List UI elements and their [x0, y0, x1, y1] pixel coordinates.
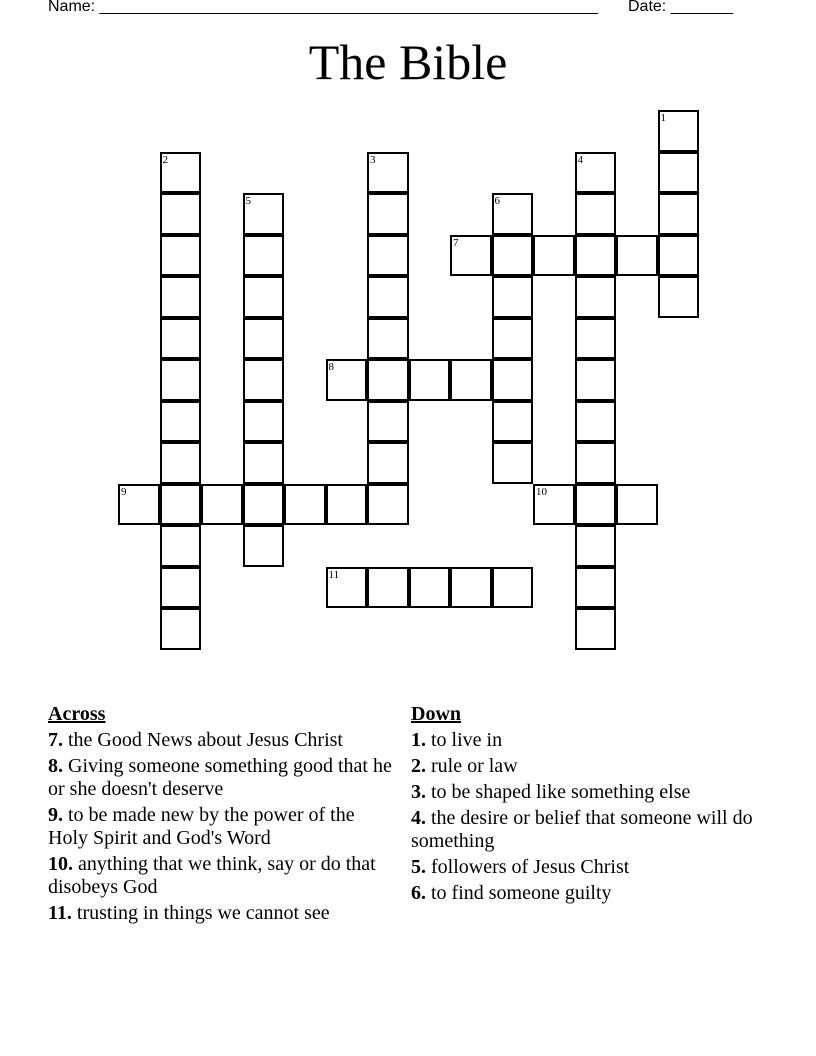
crossword-cell[interactable]: [616, 484, 658, 526]
across-clue: [48, 804, 398, 850]
crossword-cell[interactable]: [409, 567, 451, 609]
clue-number-label: 1: [660, 112, 666, 124]
down-heading: Down: [411, 703, 462, 725]
crossword-cell[interactable]: [409, 359, 451, 401]
clue-text: Giving someone something good that he or she doesn't deserve: [48, 755, 392, 800]
crossword-cell[interactable]: [243, 193, 285, 235]
crossword-cell[interactable]: [575, 608, 617, 650]
crossword-cell[interactable]: [367, 567, 409, 609]
crossword-cell[interactable]: [492, 193, 534, 235]
crossword-cell[interactable]: [492, 401, 534, 443]
crossword-cell[interactable]: [575, 484, 617, 526]
clue-text: to live in: [426, 729, 503, 751]
clue-number-label: 7: [453, 236, 459, 249]
across-clue-list: [48, 729, 398, 925]
clue-text: the Good News about Jesus Christ: [63, 729, 343, 751]
crossword-cell[interactable]: [160, 193, 202, 235]
crossword-cell[interactable]: [326, 567, 368, 609]
crossword-cell[interactable]: [160, 608, 202, 650]
name-field-label: Name: ________________________________________________________: [48, 0, 598, 15]
crossword-cell[interactable]: [575, 276, 617, 318]
clue-number-label: 9: [121, 485, 127, 498]
date-field-label: Date: _______: [628, 0, 733, 15]
crossword-cell[interactable]: [492, 318, 534, 360]
crossword-cell[interactable]: [367, 401, 409, 443]
crossword-cell[interactable]: [575, 193, 617, 235]
crossword-cell[interactable]: [658, 235, 700, 277]
across-clue: [48, 853, 398, 899]
clue-number-label: 11: [328, 568, 340, 581]
crossword-cell[interactable]: [160, 401, 202, 443]
clue-number-label: 6: [494, 195, 500, 207]
crossword-cell[interactable]: [533, 484, 575, 526]
down-clue-list: [411, 729, 761, 905]
crossword-cell[interactable]: [160, 235, 202, 277]
crossword-cell[interactable]: [160, 567, 202, 609]
crossword-cell[interactable]: [658, 276, 700, 318]
down-clue: [411, 856, 761, 879]
down-clue: [411, 755, 761, 778]
crossword-cell[interactable]: [367, 442, 409, 484]
crossword-cell[interactable]: [367, 484, 409, 526]
clue-number: 5.: [411, 856, 426, 878]
down-clue: [411, 882, 761, 905]
clue-number: 9.: [48, 804, 63, 826]
across-heading: Across: [48, 703, 106, 725]
crossword-cell[interactable]: [575, 318, 617, 360]
crossword-cell[interactable]: [450, 359, 492, 401]
crossword-cell[interactable]: [658, 152, 700, 194]
down-clue: [411, 729, 761, 752]
across-clues: [48, 703, 398, 928]
crossword-cell[interactable]: [492, 359, 534, 401]
clue-number-label: 2: [162, 153, 168, 166]
crossword-cell[interactable]: [243, 525, 285, 567]
clue-number: 8.: [48, 755, 63, 777]
crossword-cell[interactable]: [450, 567, 492, 609]
crossword-cell[interactable]: [243, 359, 285, 401]
clue-number: 3.: [411, 781, 426, 803]
crossword-cell[interactable]: [367, 276, 409, 318]
crossword-cell[interactable]: [243, 401, 285, 443]
across-clue: [48, 729, 398, 752]
crossword-cell[interactable]: [492, 235, 534, 277]
clue-number: 6.: [411, 882, 426, 904]
clue-text: the desire or belief that someone will do something: [411, 807, 753, 852]
crossword-cell[interactable]: [160, 276, 202, 318]
crossword-cell[interactable]: [201, 484, 243, 526]
page-title: The Bible: [308, 34, 508, 90]
clue-number: 4.: [411, 807, 426, 829]
crossword-cell[interactable]: [243, 235, 285, 277]
crossword-cell[interactable]: [533, 235, 575, 277]
crossword-cell[interactable]: [575, 442, 617, 484]
crossword-cell[interactable]: [326, 484, 368, 526]
crossword-cell[interactable]: [118, 484, 160, 526]
crossword-cell[interactable]: [492, 442, 534, 484]
crossword-cell[interactable]: [160, 152, 202, 194]
across-clue: [48, 755, 398, 801]
crossword-cell[interactable]: [160, 359, 202, 401]
clue-number-label: 8: [328, 361, 334, 373]
crossword-cell[interactable]: [575, 235, 617, 277]
crossword-cell[interactable]: [160, 525, 202, 567]
crossword-cell[interactable]: [326, 359, 368, 401]
clue-number: 11.: [48, 902, 72, 924]
clue-number: 7.: [48, 729, 63, 751]
clue-text: to be made new by the power of the Holy Spirit and God's Word: [48, 804, 355, 849]
crossword-cell[interactable]: [575, 359, 617, 401]
clue-number-label: 10: [536, 485, 547, 498]
crossword-cell[interactable]: [367, 152, 409, 194]
clue-text: trusting in things we cannot see: [71, 902, 330, 924]
clue-text: rule or law: [426, 755, 518, 777]
crossword-cell[interactable]: [160, 442, 202, 484]
crossword-cell[interactable]: [243, 276, 285, 318]
clue-number: 1.: [411, 729, 426, 751]
down-clues: [411, 703, 761, 908]
crossword-cell[interactable]: [160, 318, 202, 360]
down-clue: [411, 807, 761, 853]
crossword-cell[interactable]: [243, 318, 285, 360]
clue-number-label: 4: [577, 153, 583, 166]
crossword-cell[interactable]: [367, 318, 409, 360]
crossword-cell[interactable]: [658, 193, 700, 235]
crossword-cell[interactable]: [492, 567, 534, 609]
crossword-cell[interactable]: [658, 110, 700, 152]
crossword-cell[interactable]: [160, 484, 202, 526]
crossword-cell[interactable]: [450, 235, 492, 277]
across-clue: [48, 902, 398, 925]
crossword-cell[interactable]: [575, 567, 617, 609]
crossword-cell[interactable]: [616, 235, 658, 277]
clue-text: to find someone guilty: [426, 882, 612, 904]
crossword-cell[interactable]: [575, 152, 617, 194]
crossword-cell[interactable]: [367, 235, 409, 277]
crossword-cell[interactable]: [575, 401, 617, 443]
crossword-cell[interactable]: [367, 193, 409, 235]
clue-number: 2.: [411, 755, 426, 777]
crossword-cell[interactable]: [284, 484, 326, 526]
crossword-cell[interactable]: [575, 525, 617, 567]
clue-number: 10.: [48, 853, 73, 875]
clue-number-label: 3: [370, 153, 376, 166]
crossword-cell[interactable]: [243, 484, 285, 526]
crossword-cell[interactable]: [243, 442, 285, 484]
clue-text: to be shaped like something else: [426, 781, 691, 803]
crossword-cell[interactable]: [492, 276, 534, 318]
down-clue: [411, 781, 761, 804]
clue-text: anything that we think, say or do that disobeys God: [48, 853, 376, 898]
clue-number-label: 5: [245, 195, 251, 207]
clue-text: followers of Jesus Christ: [426, 856, 630, 878]
crossword-cell[interactable]: [367, 359, 409, 401]
